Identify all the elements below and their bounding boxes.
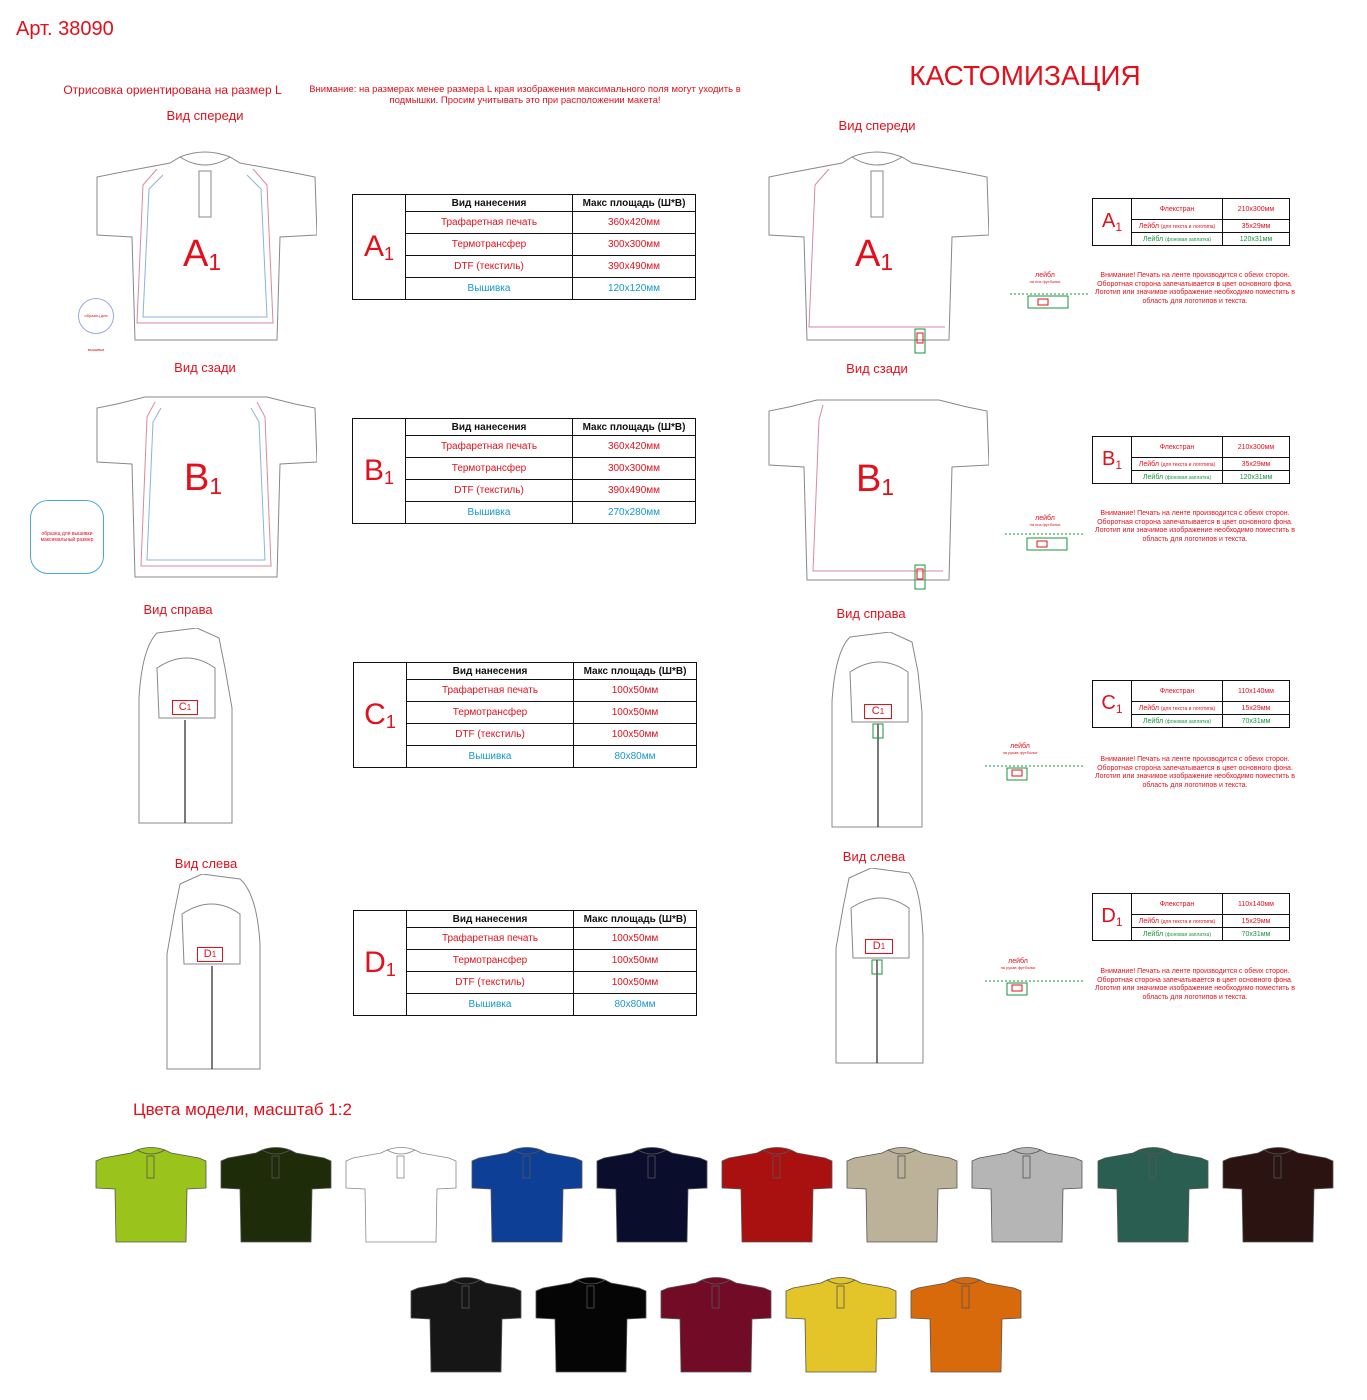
custom-table-c: $C_1$ Флекстран 110x140мм Лейбл (для текста и логотипа) 15x29мм Лейбл (фоновая заплатка) 70x31мм bbox=[1092, 680, 1290, 728]
back-zone-letter: $B_1$ bbox=[184, 457, 223, 499]
table-zone-letter: $A_1$ bbox=[353, 195, 406, 300]
custom-front-zone-letter: $A_1$ bbox=[855, 233, 894, 275]
colors-title: Цвета модели, масштаб 1:2 bbox=[133, 1100, 352, 1119]
front-zone-letter: $A_1$ bbox=[183, 233, 222, 275]
color-swatch-shirt bbox=[846, 1146, 958, 1246]
custom-view-right-title: Вид справа bbox=[836, 606, 906, 621]
right-zone-letter: C1 bbox=[172, 700, 198, 715]
table-zone-b: $B_1$ Вид нанесения Макс площадь (Ш*В) Трафаретная печать 360x420мм Термотрансфер 300x300мм DTF (текстиль) 390x490мм Вышивка 270x280мм bbox=[352, 418, 696, 524]
color-swatch-shirt bbox=[220, 1146, 332, 1246]
custom-view-back-title: Вид сзади bbox=[846, 361, 908, 376]
view-back-title: Вид сзади bbox=[174, 360, 236, 375]
custom-table-a: $A_1$ Флекстран 210x300мм Лейбл (для текста и логотипа) 35x29мм Лейбл (фоновая заплатка) 120x31мм bbox=[1092, 198, 1290, 246]
label-caption-c: лейбл на рукав футболки bbox=[1002, 743, 1038, 755]
custom-back-zone-letter: $B_1$ bbox=[856, 458, 895, 500]
label-caption-b: лейбл на низ футболки bbox=[1029, 515, 1061, 527]
custom-left-shirt-drawing bbox=[831, 868, 931, 1064]
color-swatch-shirt bbox=[1222, 1146, 1334, 1246]
table-zone-d: $D_1$ Вид нанесения Макс площадь (Ш*В) Трафаретная печать 100x50мм Термотрансфер 100x50мм DTF (текстиль) 100x50мм Вышивка 80x80мм bbox=[353, 910, 697, 1016]
table-zone-c: $C_1$ Вид нанесения Макс площадь (Ш*В) Трафаретная печать 100x50мм Термотрансфер 100x50мм DTF (текстиль) 100x50мм Вышивка 80x80мм bbox=[353, 662, 697, 768]
color-swatch-shirt bbox=[721, 1146, 833, 1246]
label-scheme-c bbox=[985, 760, 1085, 784]
embroidery-circle-example: образец для вышивки bbox=[78, 298, 114, 334]
size-warning: Внимание: на размерах менее размера L края изображения максимального поля могут уходить в подмышки. Просим учитывать это при расположении макета! bbox=[309, 84, 741, 106]
custom-warning-c: Внимание! Печать на ленте производится с обеих сторон. Оборотная сторона запечатывается в цвет основного фона. Логотип или значимое изображение необходимо поместить в область для логотипов и текста. bbox=[1095, 756, 1295, 789]
custom-warning-b: Внимание! Печать на ленте производится с обеих сторон. Оборотная сторона запечатывается в цвет основного фона. Логотип или значимое изображение необходимо поместить в область для логотипов и текста. bbox=[1095, 510, 1295, 543]
custom-right-shirt-drawing bbox=[830, 632, 930, 828]
custom-view-front-title: Вид спереди bbox=[838, 118, 916, 133]
custom-left-zone-letter: D1 bbox=[865, 939, 893, 954]
table-zone-a: $A_1$ Вид нанесения Макс площадь (Ш*В) Трафаретная печать 360x420мм Термотрансфер 300x300мм DTF (текстиль) 390x490мм Вышивка 120x120мм bbox=[352, 194, 696, 300]
view-right-title: Вид справа bbox=[143, 602, 213, 617]
color-swatch-shirt bbox=[971, 1146, 1083, 1246]
color-swatch-shirt bbox=[471, 1146, 583, 1246]
right-shirt-drawing bbox=[137, 628, 237, 824]
color-swatch-shirt bbox=[410, 1276, 522, 1376]
view-left-title: Вид слева bbox=[174, 856, 238, 871]
embroidery-rect-example: образец для вышивки максимальный размер bbox=[30, 500, 104, 574]
color-swatch-shirt bbox=[1097, 1146, 1209, 1246]
color-swatch-shirt bbox=[596, 1146, 708, 1246]
color-swatch-shirt bbox=[535, 1276, 647, 1376]
customization-title: КАСТОМИЗАЦИЯ bbox=[909, 60, 1141, 91]
custom-table-d: $D_1$ Флекстран 110x140мм Лейбл (для текста и логотипа) 15x29мм Лейбл (фоновая заплатка) 70x31мм bbox=[1092, 893, 1290, 941]
label-caption-d: лейбл на рукав футболки bbox=[1000, 958, 1036, 970]
label-scheme-b bbox=[1005, 530, 1085, 554]
label-caption-a: лейбл на низ футболки bbox=[1029, 272, 1061, 284]
label-scheme-d bbox=[985, 975, 1085, 999]
view-front-title: Вид спереди bbox=[166, 108, 244, 123]
custom-right-zone-letter: C1 bbox=[864, 704, 892, 719]
label-scheme-a bbox=[1010, 290, 1090, 314]
size-note: Отрисовка ориентирована на размер L bbox=[63, 83, 282, 97]
custom-warning-a: Внимание! Печать на ленте производится с обеих сторон. Оборотная сторона запечатывается в цвет основного фона. Логотип или значимое изображение необходимо поместить в область для логотипов и текста. bbox=[1095, 272, 1295, 305]
left-zone-letter: D1 bbox=[197, 947, 223, 962]
color-swatch-shirt bbox=[660, 1276, 772, 1376]
custom-view-left-title: Вид слева bbox=[842, 849, 906, 864]
color-swatch-shirt bbox=[95, 1146, 207, 1246]
color-swatch-shirt bbox=[345, 1146, 457, 1246]
left-shirt-drawing bbox=[162, 874, 262, 1070]
custom-warning-d: Внимание! Печать на ленте производится с обеих сторон. Оборотная сторона запечатывается в цвет основного фона. Логотип или значимое изображение необходимо поместить в область для логотипов и текста. bbox=[1095, 968, 1295, 1001]
article-number: Арт. 38090 bbox=[16, 18, 114, 40]
custom-table-b: $B_1$ Флекстран 210x300мм Лейбл (для текста и логотипа) 35x29мм Лейбл (фоновая заплатка) 120x31мм bbox=[1092, 436, 1290, 484]
color-swatch-shirt bbox=[785, 1276, 897, 1376]
color-swatch-shirt bbox=[910, 1276, 1022, 1376]
